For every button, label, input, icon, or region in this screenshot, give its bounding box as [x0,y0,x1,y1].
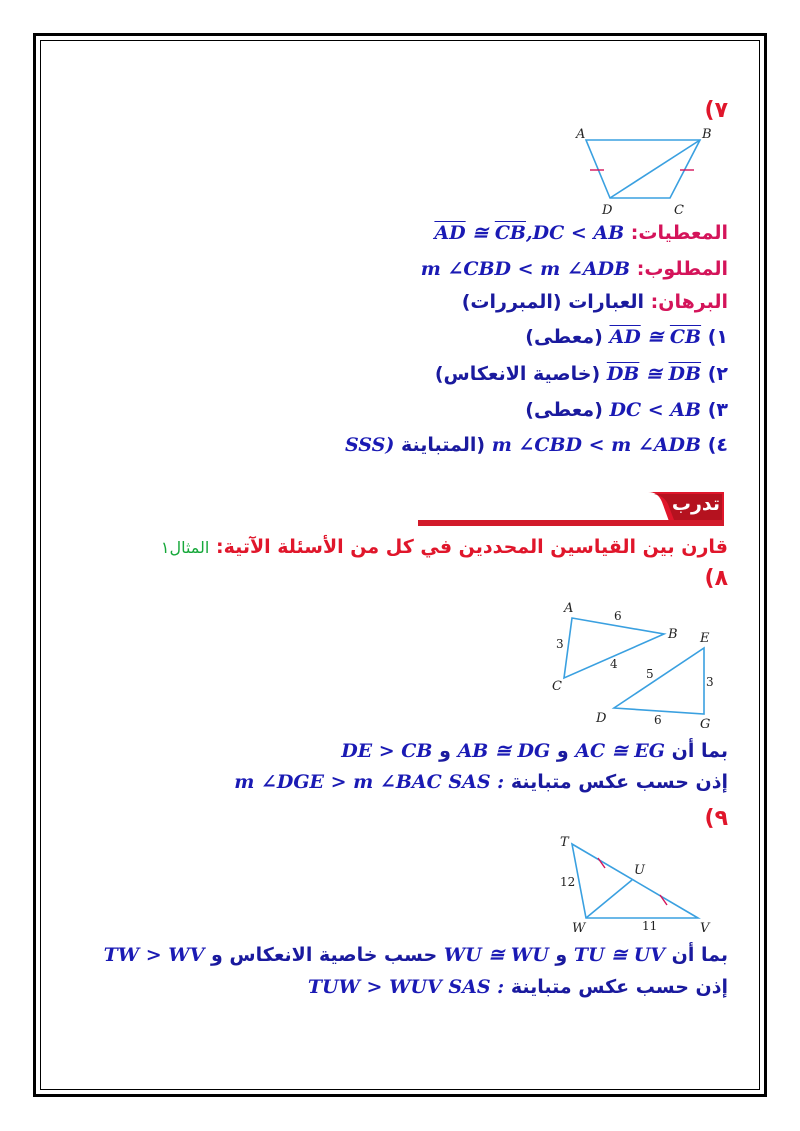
svg-text:V: V [700,921,710,936]
triangles-figure [550,598,730,728]
vertex-d: D [602,203,613,218]
svg-text:3: 3 [706,675,714,689]
svg-text:3: 3 [556,637,564,651]
proof-step-2: ٢) $\overline{DB}$ ≅ $\overline{DB}$ (خاصية الانعكاس) [434,363,728,385]
svg-text:12: 12 [560,875,576,889]
given-label: المعطيات: [630,222,728,244]
proof-header: العبارات (المبررات) [461,291,645,313]
svg-text:G: G [700,717,711,728]
trapezoid-figure [568,126,718,218]
svg-text:6: 6 [614,609,622,623]
problem-9-number: (٩ [704,806,728,831]
instruction-line [161,536,728,558]
svg-text:5: 5 [646,667,654,681]
proof-step-1: ١) $\overline{AD}$ ≅ $\overline{CB}$ (معطى) [525,326,728,348]
problem-9-line-1: بما أن TU ≅ UV و WU ≅ WU حسب خاصية الانعكاس و TW > WV [103,944,728,966]
problem-8-number: (٨ [704,566,728,591]
proof-step-3: ٣) DC < AB (معطى) [525,399,728,421]
given-line [434,222,728,244]
svg-text:A: A [564,601,574,616]
given-expression: $\overline{AD}$ ≅ $\overline{CB},DC$ < AB [434,222,625,244]
svg-text:U: U [634,863,645,878]
problem-8-line-1: بما أن AC ≅ EG و AB ≅ DG و DE > CB [341,740,728,762]
prove-expression: m ∠CBD < m ∠ADB [420,258,631,280]
prove-line [421,258,728,280]
vertex-b: B [702,127,712,142]
svg-text:T: T [560,835,569,850]
svg-text:6: 6 [654,713,662,727]
svg-text:D: D [596,711,607,726]
svg-text:11: 11 [642,919,658,933]
prove-label: المطلوب: [636,258,728,280]
section-title: تدرب وحل المسائل [539,493,720,515]
vertex-c: C [674,203,684,218]
svg-text:C: C [552,679,562,694]
given-cb: $\overline{CB}$ [494,222,526,244]
svg-text:4: 4 [610,657,618,671]
instruction-text: قارن بين القياسين المحددين في كل من الأسئلة الآتية: [215,536,728,558]
svg-text:B: B [668,627,678,642]
svg-text:E: E [700,631,710,646]
problem-9-line-2: إذن حسب عكس متباينة SAS : TUW > WUV [307,976,728,998]
proof-header-line [462,291,728,313]
proof-label: البرهان: [650,291,728,313]
vertex-a: A [576,127,586,142]
problem-8-line-2: إذن حسب عكس متباينة SAS : m ∠DGE > m ∠BAC [234,771,728,793]
svg-text:W: W [572,921,586,936]
example-ref[interactable]: المثال١ [160,538,210,557]
problem-7-number: (٧ [704,98,728,123]
proof-step-4: ٤) m ∠CBD < m ∠ADB (المتباينة SSS) [344,434,728,456]
triangle-tuw-figure [550,834,720,936]
